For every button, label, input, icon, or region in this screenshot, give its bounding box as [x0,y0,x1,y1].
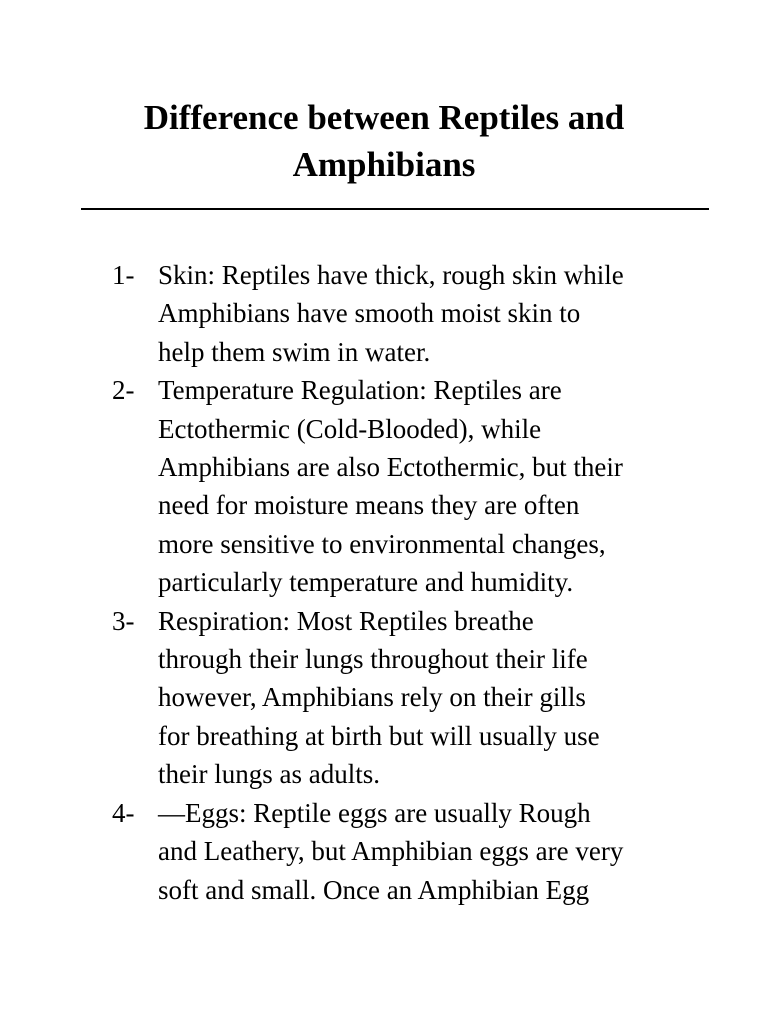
list-item-number: 3- [112,605,135,636]
title-line: Difference between Reptiles and [143,98,625,137]
list-item-line: Ectothermic (Cold-Blooded), while [158,413,542,444]
list-item-line: Amphibians have smooth moist skin to [158,298,581,329]
list-item-line: help them swim in water. [158,336,431,367]
list-item-number: 1- [112,260,135,290]
title-line: Amphibians [292,145,476,184]
list-item-line: Temperature Regulation: Reptiles are [158,375,562,406]
list-item-line: for breathing at birth but will usually use [158,720,600,751]
list-item-line: Amphibians are also Ectothermic, but their [158,452,623,483]
list-item-line: however, Amphibians rely on their gills [158,682,586,713]
list-item-line: need for moisture means they are often [158,490,580,521]
list-item-skin [112,256,732,371]
list-item-line: soft and small. Once an Amphibian Egg [158,874,590,905]
list-item-eggs [112,794,732,909]
document-title [84,94,684,188]
title-divider [81,208,709,210]
list-item-line: and Leathery, but Amphibian eggs are very [158,836,624,867]
list-item-line: more sensitive to environmental changes, [158,528,606,559]
list-item-line: Respiration: Most Reptiles breathe [158,605,534,636]
list-item-line: their lungs as adults. [158,759,380,790]
list-item-line: Skin: Reptiles have thick, rough skin while [158,260,624,290]
difference-list [112,256,732,909]
list-item-line: particularly temperature and humidity. [158,567,574,598]
list-item-respiration [112,602,732,794]
list-item-line: —Eggs: Reptile eggs are usually Rough [158,797,591,828]
list-item-number: 2- [112,375,135,406]
list-item-number: 4- [112,797,135,828]
list-item-temperature-regulation [112,371,732,601]
list-item-line: through their lungs throughout their life [158,644,588,675]
